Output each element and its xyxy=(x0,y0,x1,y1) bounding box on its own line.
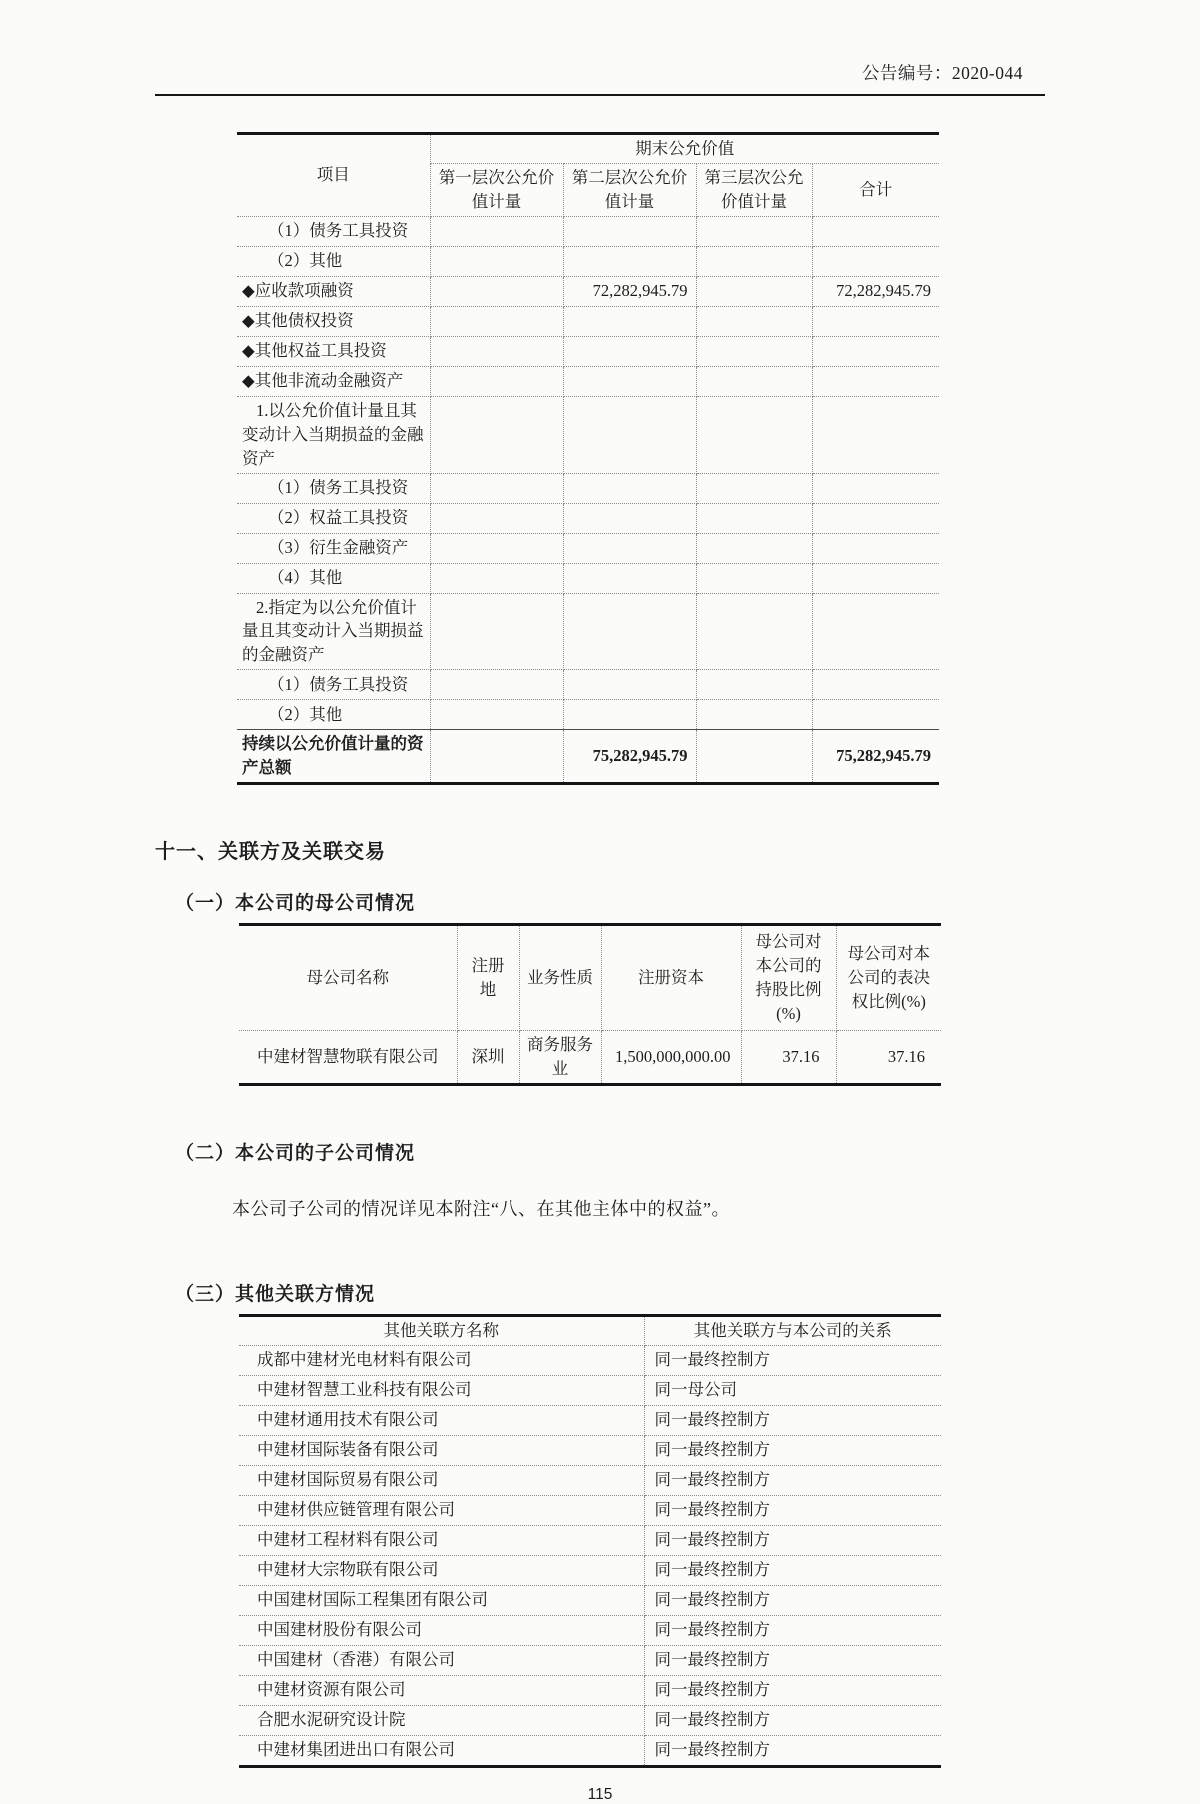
item-cell: （1）债务工具投资 xyxy=(237,216,430,246)
col-header-reg-place: 注册地 xyxy=(457,925,519,1031)
item-cell: ◆其他权益工具投资 xyxy=(237,336,430,366)
table-row xyxy=(239,1675,941,1705)
related-party-table xyxy=(239,1314,941,1768)
level2-value-cell: 75,282,945.79 xyxy=(563,730,696,784)
total-value-cell xyxy=(812,306,939,336)
related-party-table-body xyxy=(239,1345,941,1766)
share-ratio-cell: 37.16 xyxy=(741,1030,836,1084)
total-value-cell xyxy=(812,336,939,366)
level1-value-cell xyxy=(430,533,563,563)
vote-ratio-cell: 37.16 xyxy=(836,1030,941,1084)
relationship-cell: 同一最终控制方 xyxy=(644,1645,941,1675)
level1-value-cell xyxy=(430,336,563,366)
total-value-cell: 75,282,945.79 xyxy=(812,730,939,784)
relationship-cell: 同一最终控制方 xyxy=(644,1435,941,1465)
level3-value-cell xyxy=(696,216,812,246)
col-header-related-name: 其他关联方名称 xyxy=(239,1315,644,1345)
subsection-title-subsidiaries: （二）本公司的子公司情况 xyxy=(175,1142,416,1164)
table-row xyxy=(237,366,939,396)
item-cell: （4）其他 xyxy=(237,563,430,593)
item-cell: 1.以公允价值计量且其变动计入当期损益的金融资产 xyxy=(237,396,430,473)
total-value-cell xyxy=(812,670,939,700)
total-value-cell xyxy=(812,473,939,503)
col-header-parent-name: 母公司名称 xyxy=(239,925,457,1031)
related-name-cell: 中建材大宗物联有限公司 xyxy=(239,1555,644,1585)
table-row xyxy=(237,306,939,336)
item-cell: ◆应收款项融资 xyxy=(237,276,430,306)
fair-value-table-wrap xyxy=(237,132,1045,785)
subsidiaries-note-text: 本公司子公司的情况详见本附注“八、在其他主体中的权益”。 xyxy=(232,1198,730,1219)
total-value-cell xyxy=(812,366,939,396)
table-row xyxy=(239,1645,941,1675)
level2-value-cell xyxy=(563,533,696,563)
related-name-cell: 中建材国际贸易有限公司 xyxy=(239,1465,644,1495)
total-value-cell xyxy=(812,246,939,276)
level2-value-cell xyxy=(563,503,696,533)
level2-value-cell xyxy=(563,563,696,593)
table-row xyxy=(239,1435,941,1465)
table-row xyxy=(239,1495,941,1525)
related-name-cell: 中国建材股份有限公司 xyxy=(239,1615,644,1645)
col-header-level2: 第二层次公允价值计量 xyxy=(563,163,696,216)
level1-value-cell xyxy=(430,276,563,306)
section-title-related-parties: 十一、关联方及关联交易 xyxy=(155,841,386,864)
related-name-cell: 成都中建材光电材料有限公司 xyxy=(239,1345,644,1375)
level1-value-cell xyxy=(430,563,563,593)
level3-value-cell xyxy=(696,593,812,670)
col-header-business: 业务性质 xyxy=(519,925,601,1031)
level3-value-cell xyxy=(696,730,812,784)
relationship-cell: 同一母公司 xyxy=(644,1375,941,1405)
total-value-cell xyxy=(812,533,939,563)
table-row xyxy=(237,533,939,563)
col-header-share-ratio: 母公司对本公司的持股比例(%) xyxy=(741,925,836,1031)
level1-value-cell xyxy=(430,216,563,246)
level3-value-cell xyxy=(696,276,812,306)
item-cell: 持续以公允价值计量的资产总额 xyxy=(237,730,430,784)
table-row xyxy=(237,503,939,533)
table-row xyxy=(237,473,939,503)
level1-value-cell xyxy=(430,700,563,730)
related-name-cell: 中国建材国际工程集团有限公司 xyxy=(239,1585,644,1615)
parent-company-table-head xyxy=(239,925,941,1031)
table-row xyxy=(237,730,939,784)
announcement-number: 公告编号：2020-044 xyxy=(861,63,1023,83)
table-row xyxy=(239,1555,941,1585)
item-cell: （2）权益工具投资 xyxy=(237,503,430,533)
table-row xyxy=(237,700,939,730)
level2-value-cell xyxy=(563,670,696,700)
parent-company-table-wrap xyxy=(239,923,1045,1086)
table-row xyxy=(237,216,939,246)
table-row xyxy=(237,563,939,593)
item-cell: （1）债务工具投资 xyxy=(237,473,430,503)
parent-name-cell: 中建材智慧物联有限公司 xyxy=(239,1030,457,1084)
table-row xyxy=(237,246,939,276)
level2-value-cell xyxy=(563,396,696,473)
relationship-cell: 同一最终控制方 xyxy=(644,1405,941,1435)
related-party-table-wrap xyxy=(239,1314,1045,1768)
level1-value-cell xyxy=(430,306,563,336)
level3-value-cell xyxy=(696,670,812,700)
fair-value-table xyxy=(237,132,939,785)
level1-value-cell xyxy=(430,730,563,784)
item-cell: （1）债务工具投资 xyxy=(237,670,430,700)
col-header-total: 合计 xyxy=(812,163,939,216)
table-row xyxy=(239,1375,941,1405)
relationship-cell: 同一最终控制方 xyxy=(644,1705,941,1735)
col-header-capital: 注册资本 xyxy=(601,925,741,1031)
level2-value-cell xyxy=(563,366,696,396)
col-header-vote-ratio: 母公司对本公司的表决权比例(%) xyxy=(836,925,941,1031)
col-header-group: 期末公允价值 xyxy=(430,134,939,164)
parent-company-table xyxy=(239,923,941,1086)
item-cell: （2）其他 xyxy=(237,700,430,730)
level3-value-cell xyxy=(696,336,812,366)
level2-value-cell: 72,282,945.79 xyxy=(563,276,696,306)
item-cell: ◆其他非流动金融资产 xyxy=(237,366,430,396)
subsection-title-other-related: （三）其他关联方情况 xyxy=(175,1283,376,1305)
fair-value-table-head xyxy=(237,134,939,217)
reg-place-cell: 深圳 xyxy=(457,1030,519,1084)
relationship-cell: 同一最终控制方 xyxy=(644,1495,941,1525)
fair-value-table-body xyxy=(237,216,939,783)
level2-value-cell xyxy=(563,700,696,730)
item-cell: （2）其他 xyxy=(237,246,430,276)
relationship-cell: 同一最终控制方 xyxy=(644,1735,941,1766)
relationship-cell: 同一最终控制方 xyxy=(644,1525,941,1555)
related-name-cell: 合肥水泥研究设计院 xyxy=(239,1705,644,1735)
total-value-cell xyxy=(812,593,939,670)
table-row xyxy=(239,1525,941,1555)
item-cell: ◆其他债权投资 xyxy=(237,306,430,336)
related-name-cell: 中建材通用技术有限公司 xyxy=(239,1405,644,1435)
level1-value-cell xyxy=(430,473,563,503)
related-name-cell: 中国建材（香港）有限公司 xyxy=(239,1645,644,1675)
relationship-cell: 同一最终控制方 xyxy=(644,1345,941,1375)
table-row xyxy=(237,276,939,306)
level3-value-cell xyxy=(696,246,812,276)
related-name-cell: 中建材国际装备有限公司 xyxy=(239,1435,644,1465)
relationship-cell: 同一最终控制方 xyxy=(644,1615,941,1645)
level3-value-cell xyxy=(696,700,812,730)
level3-value-cell xyxy=(696,366,812,396)
related-name-cell: 中建材集团进出口有限公司 xyxy=(239,1735,644,1766)
business-cell: 商务服务业 xyxy=(519,1030,601,1084)
capital-cell: 1,500,000,000.00 xyxy=(601,1030,741,1084)
item-cell: 2.指定为以公允价值计量且其变动计入当期损益的金融资产 xyxy=(237,593,430,670)
level1-value-cell xyxy=(430,593,563,670)
table-row xyxy=(239,1585,941,1615)
col-header-relationship: 其他关联方与本公司的关系 xyxy=(644,1315,941,1345)
level1-value-cell xyxy=(430,670,563,700)
col-header-item: 项目 xyxy=(237,134,430,217)
level2-value-cell xyxy=(563,593,696,670)
table-row xyxy=(239,1705,941,1735)
related-name-cell: 中建材资源有限公司 xyxy=(239,1675,644,1705)
level2-value-cell xyxy=(563,306,696,336)
level1-value-cell xyxy=(430,246,563,276)
level3-value-cell xyxy=(696,533,812,563)
total-value-cell xyxy=(812,563,939,593)
related-name-cell: 中建材智慧工业科技有限公司 xyxy=(239,1375,644,1405)
table-row xyxy=(239,1030,941,1084)
level3-value-cell xyxy=(696,563,812,593)
related-party-table-head xyxy=(239,1315,941,1345)
table-row xyxy=(237,593,939,670)
relationship-cell: 同一最终控制方 xyxy=(644,1675,941,1705)
table-row xyxy=(239,1735,941,1766)
header-rule xyxy=(155,94,1045,96)
level3-value-cell xyxy=(696,396,812,473)
table-row xyxy=(239,1405,941,1435)
level1-value-cell xyxy=(430,503,563,533)
level2-value-cell xyxy=(563,216,696,246)
level3-value-cell xyxy=(696,306,812,336)
level2-value-cell xyxy=(563,473,696,503)
table-row xyxy=(239,1465,941,1495)
total-value-cell xyxy=(812,216,939,246)
subsection-title-parent-company: （一）本公司的母公司情况 xyxy=(175,893,416,915)
total-value-cell: 72,282,945.79 xyxy=(812,276,939,306)
total-value-cell xyxy=(812,700,939,730)
level2-value-cell xyxy=(563,336,696,366)
level1-value-cell xyxy=(430,396,563,473)
level3-value-cell xyxy=(696,503,812,533)
level3-value-cell xyxy=(696,473,812,503)
level2-value-cell xyxy=(563,246,696,276)
table-row xyxy=(239,1615,941,1645)
relationship-cell: 同一最终控制方 xyxy=(644,1555,941,1585)
table-row xyxy=(239,1345,941,1375)
total-value-cell xyxy=(812,396,939,473)
total-value-cell xyxy=(812,503,939,533)
level1-value-cell xyxy=(430,366,563,396)
table-row xyxy=(237,336,939,366)
related-name-cell: 中建材工程材料有限公司 xyxy=(239,1525,644,1555)
related-name-cell: 中建材供应链管理有限公司 xyxy=(239,1495,644,1525)
table-row xyxy=(237,396,939,473)
col-header-level3: 第三层次公允价值计量 xyxy=(696,163,812,216)
item-cell: （3）衍生金融资产 xyxy=(237,533,430,563)
relationship-cell: 同一最终控制方 xyxy=(644,1465,941,1495)
table-row xyxy=(237,670,939,700)
col-header-level1: 第一层次公允价值计量 xyxy=(430,163,563,216)
page-number: 115 xyxy=(587,1785,613,1803)
relationship-cell: 同一最终控制方 xyxy=(644,1585,941,1615)
